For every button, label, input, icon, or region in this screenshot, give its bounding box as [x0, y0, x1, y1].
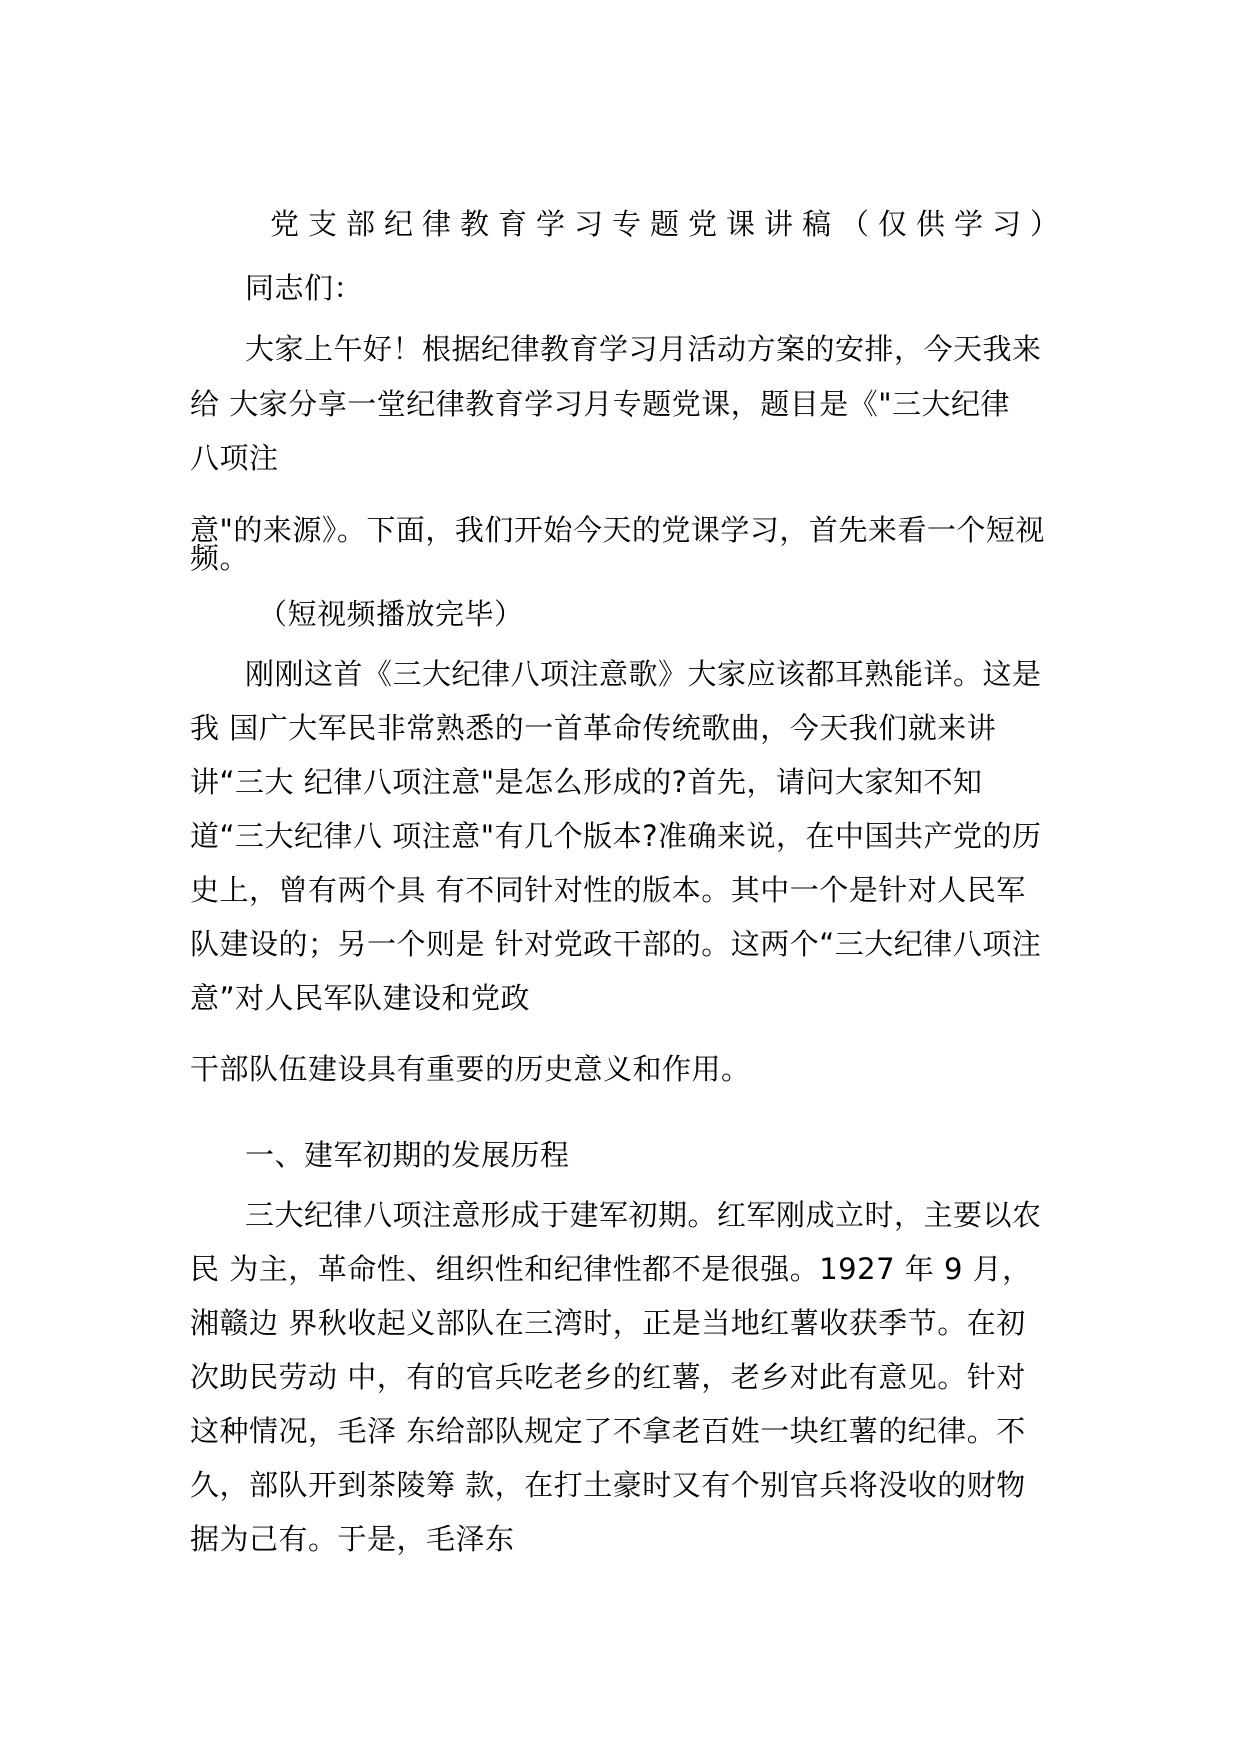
salutation: 同志们： — [245, 271, 364, 305]
paragraph-line: 史上，曾有两个具 有不同针对性的版本。其中一个是针对人民军 — [190, 873, 1026, 907]
paragraph-line: 据为己有。于是，毛泽东 — [190, 1522, 515, 1556]
paragraph-line: 队建设的；另一个则是 针对党政干部的。这两个“三大纪律八项注 — [190, 927, 1042, 961]
paragraph-line: 这种情况，毛泽 东给部队规定了不拿老百姓一块红薯的纪律。不 — [190, 1414, 1026, 1448]
paragraph-line: 意"的来源》。下面，我们开始今天的党课学习，首先来看一个短视 — [190, 513, 1045, 547]
paragraph-line: 我 国广大军民非常熟悉的一首革命传统歌曲，今天我们就来讲 — [190, 711, 997, 745]
paragraph-line: 湘赣边 界秋收起义部队在三湾时，正是当地红薯收获季节。在初 — [190, 1306, 1026, 1340]
paragraph-line: 给 大家分享一堂纪律教育学习月专题党课，题目是《"三大纪律 — [190, 387, 1011, 421]
paragraph-line: 大家上午好！根据纪律教育学习月活动方案的安排，今天我来 — [245, 332, 1042, 366]
document-title: 党支部纪律教育学习专题党课讲稿（仅供学习） — [270, 207, 1069, 241]
paragraph-line: 次助民劳动 中，有的官兵吃老乡的红薯，老乡对此有意见。针对 — [190, 1360, 1026, 1394]
paragraph-line: 民 为主，革命性、组织性和纪律性都不是很强。1927 年 9 月， — [190, 1252, 1032, 1286]
paragraph-line: 意”对人民军队建设和党政 — [190, 981, 531, 1015]
paragraph-line: 频。 — [190, 541, 250, 575]
section-heading: 一、建军初期的发展历程 — [245, 1138, 570, 1172]
paragraph-line: 干部队伍建设具有重要的历史意义和作用。 — [190, 1052, 751, 1086]
paragraph-line: 八项注 — [190, 441, 279, 475]
paragraph-line: 三大纪律八项注意形成于建军初期。红军刚成立时，主要以农 — [245, 1198, 1042, 1232]
paragraph-line: 道“三大纪律八 项注意"有几个版本?准确来说，在中国共产党的历 — [190, 819, 1042, 853]
stage-note: （短视频播放完毕） — [258, 597, 524, 631]
paragraph-line: 久，部队开到茶陵筹 款，在打土豪时又有个别官兵将没收的财物 — [190, 1468, 1026, 1502]
paragraph-line: 刚刚这首《三大纪律八项注意歌》大家应该都耳熟能详。这是 — [245, 657, 1042, 691]
paragraph-line: 讲“三大 纪律八项注意"是怎么形成的?首先，请问大家知不知 — [190, 765, 983, 799]
